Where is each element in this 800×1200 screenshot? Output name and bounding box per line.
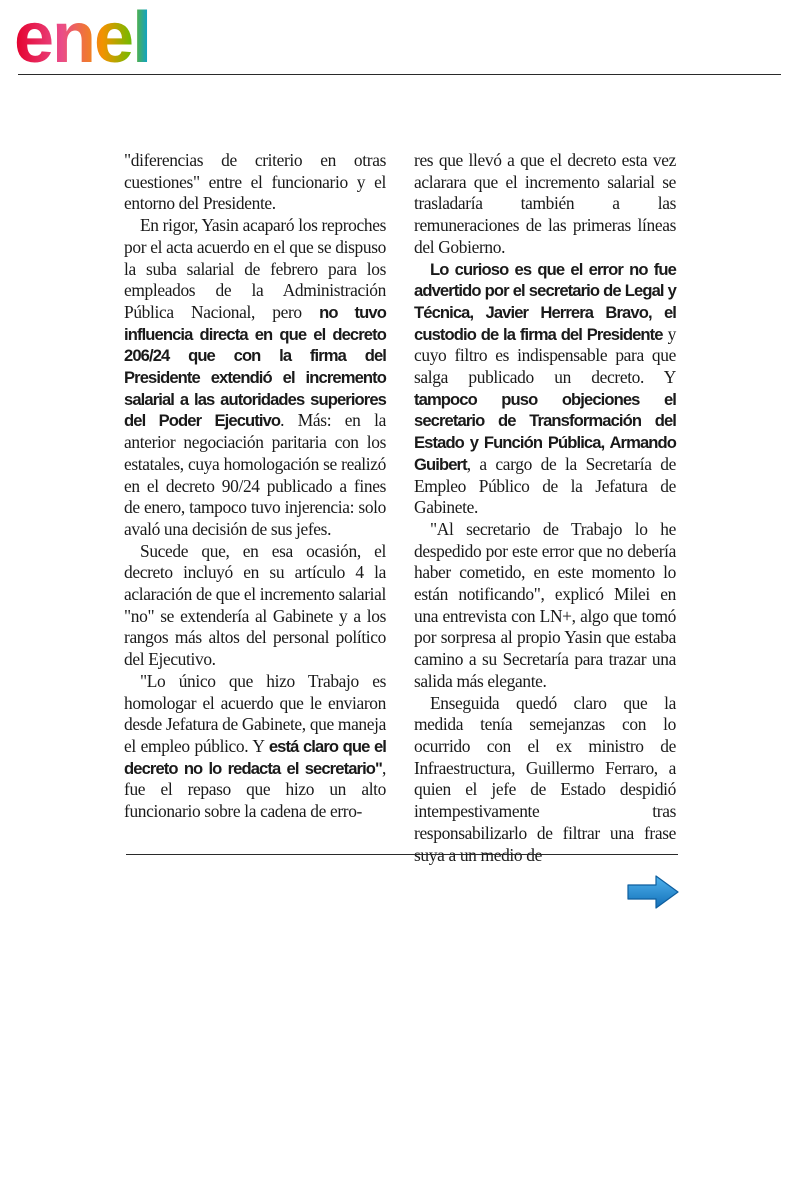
text-run: En rigor, Yasin acaparó los reproches por el acta acuerdo en el que se dispuso la suba salarial de febrero para los empleados de la Administración Pública Nacional, pero [124, 215, 386, 322]
text-run: "Al secretario de Trabajo lo he despedido por este error que no debería haber cometido, en este momento lo están notificando", explicó Milei en una entrevista con LN+, algo que tomó por sorpresa al propio Yasin que estaba camino a su Secretaría para trazar una salida más elegante. [414, 518, 676, 691]
article-paragraph [414, 150, 676, 259]
text-run: . Más: en la anterior negociación paritaria con los estatales, cuya homologación se realizó en el decreto 90/24 publicado a fines de enero, tampoco tuvo injerencia: solo avaló una decisión de sus jefes. [124, 410, 387, 539]
text-run: , fue el repaso que hizo un alto funcionario sobre la cadena de erro- [124, 757, 386, 822]
text-run: y cuyo filtro es indispensable para que salga publicado un decreto. Y [414, 323, 676, 388]
article-column-left [124, 150, 386, 823]
enel-logo [14, 0, 194, 72]
article-paragraph [124, 671, 386, 823]
article-paragraph [124, 215, 386, 541]
article-paragraph [414, 519, 676, 693]
footer-divider [126, 854, 678, 855]
text-run: "diferencias de criterio en otras cuestiones" entre el funcionario y el entorno del Presidente. [124, 150, 386, 214]
bold-text-run: está claro que el decreto no lo redacta el secretario" [124, 736, 386, 778]
text-run: "Lo único que hizo Trabajo es homologar el acuerdo que le enviaron desde Jefatura de Gabinete, que maneja el empleo público. Y [124, 670, 386, 756]
bold-text-run: tampoco puso objeciones el secretario de Transformación del Estado y Función Pública, Armando Guibert [414, 389, 676, 474]
text-run: , a cargo de la Secretaría de Empleo Público de la Jefatura de Gabinete. [414, 453, 676, 518]
article-column-right [414, 150, 676, 866]
text-run: Sucede que, en esa ocasión, el decreto incluyó en su artículo 4 la aclaración de que el incremento salarial "no" se extendería al Gabinete y a los rangos más altos del personal político del Ejecutivo. [124, 540, 386, 670]
header-divider [18, 74, 781, 75]
logo-lettering: enel [14, 0, 151, 72]
article-paragraph [124, 150, 386, 215]
article-paragraph [414, 693, 676, 867]
arrow-right-icon[interactable] [626, 874, 680, 910]
text-run: res que llevó a que el decreto esta vez aclarara que el incremento salarial se trasladaría también a las remuneraciones de las primeras líneas del Gobierno. [414, 150, 676, 257]
bold-text-run: no tuvo influencia directa en que el decreto 206/24 que con la firma del Presidente extendió el incremento salarial a las autoridades superiores del Poder Ejecutivo [124, 302, 386, 431]
article-paragraph [124, 541, 386, 671]
article-paragraph [414, 259, 676, 519]
bold-text-run: Lo curioso es que el error no fue advertido por el secretario de Legal y Técnica, Javier Herrera Bravo, el custodio de la firma del Presidente [414, 259, 676, 344]
text-run: Enseguida quedó claro que la medida tenía semejanzas con lo ocurrido con el ex ministro de Infraestructura, Guillermo Ferraro, a quien el jefe de Estado despidió intempestivamente tras responsabilizarlo de filtrar una frase suya a un medio de [414, 692, 676, 865]
